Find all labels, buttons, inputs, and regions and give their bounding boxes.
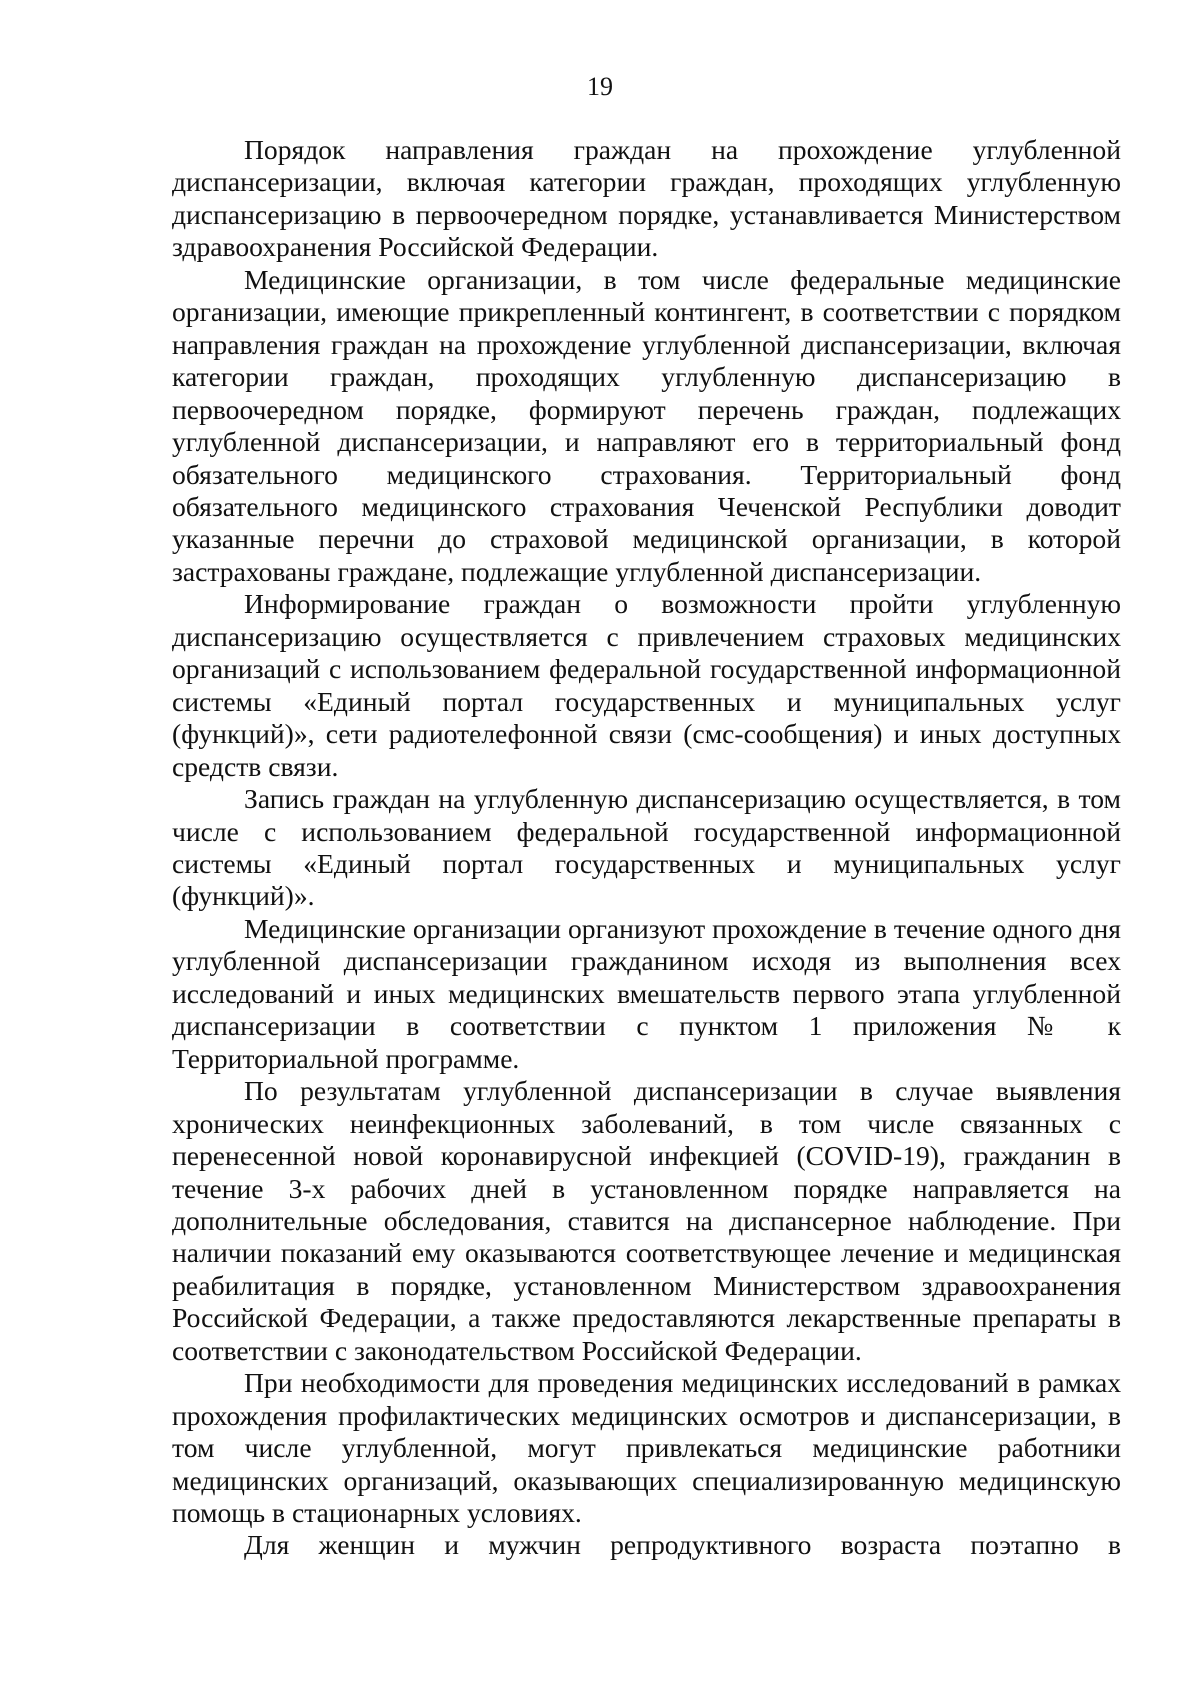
paragraph-deepened-screening-procedure: Порядок направления граждан на прохождение углубленной диспансеризации, включая категории граждан, проходящих углубленную диспансеризацию в первоочередном порядке, устанавливается Министерством здравоохранения Российской Федерации. [172,134,1121,263]
paragraph-reproductive-age: Для женщин и мужчин репродуктивного возраста поэтапно в [244,1529,1121,1561]
paragraph-medical-organizations-lists: Медицинские организации, в том числе федеральные медицинские организации, имеющие прикрепленный контингент, в соответствии с порядком направления граждан на прохождение углубленной диспансеризации, включая категории граждан, проходящих углубленную диспансеризацию в первоочередном порядке, формируют перечень граждан, подлежащих углубленной диспансеризации, и направляют его в территориальный фонд обязательного медицинского страхования. Территориальный фонд обязательного медицинского страхования Чеченской Республики доводит указанные перечни до страховой медицинской организации, в которой застрахованы граждане, подлежащие углубленной диспансеризации. [172,263,1121,587]
paragraph-screening-results: По результатам углубленной диспансеризации в случае выявления хронических неинфекционных заболеваний, в том числе связанных с перенесенной новой коронавирусной инфекцией (COVID-19), гражданин в течение 3-х рабочих дней в установленном порядке направляется на дополнительные обследования, ставится на диспансерное наблюдение. При наличии показаний ему оказываются соответствующее лечение и медицинская реабилитация в порядке, установленном Министерством здравоохранения Российской Федерации, а также предоставляются лекарственные препараты в соответствии с законодательством Российской Федерации. [172,1075,1121,1366]
page-number: 19 [587,72,613,101]
paragraph-specialist-involvement: При необходимости для проведения медицинских исследований в рамках прохождения профилактических медицинских осмотров и диспансеризации, в том числе углубленной, могут привлекаться медицинские работники медицинских организаций, оказывающих специализированную медицинскую помощь в стационарных условиях. [172,1367,1121,1529]
paragraph-screening-registration: Запись граждан на углубленную диспансеризацию осуществляется, в том числе с использованием федеральной государственной информационной системы «Единый портал государственных и муниципальных услуг (функций)». [172,783,1121,912]
paragraph-one-day-screening: Медицинские организации организуют прохождение в течение одного дня углубленной диспансеризации гражданином исходя из выполнения всех исследований и иных медицинских вмешательств первого этапа углубленной диспансеризации в соответствии с пунктом 1 приложения № к Территориальной программе. [172,912,1121,1074]
paragraph-citizen-informing: Информирование граждан о возможности пройти углубленную диспансеризацию осуществляется с привлечением страховых медицинских организаций с использованием федеральной государственной информационной системы «Единый портал государственных и муниципальных услуг (функций)», сети радиотелефонной связи (смс-сообщения) и иных доступных средств связи. [172,588,1121,782]
document-body [172,134,1121,1562]
